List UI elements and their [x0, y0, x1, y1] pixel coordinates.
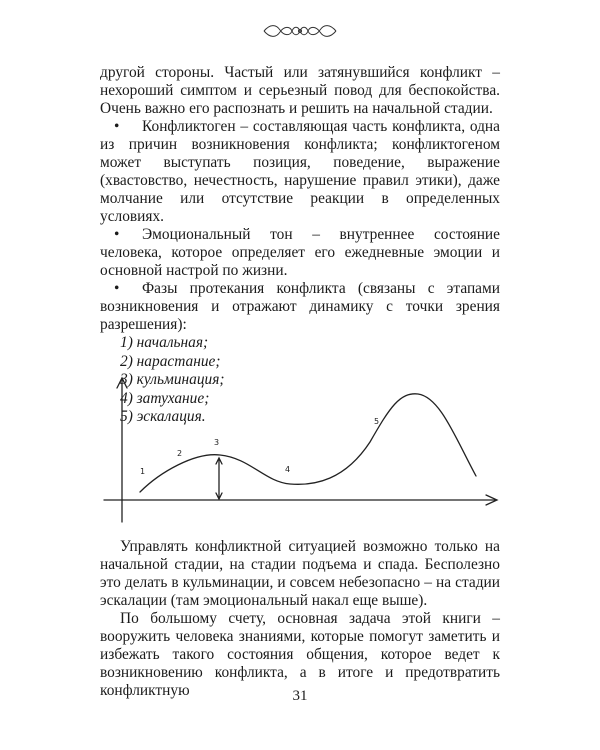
phase-item: 5) эскалация.	[120, 408, 206, 425]
phase-label: 1	[140, 467, 146, 476]
phase-label: 5	[374, 417, 380, 426]
bullet-item: • Конфликтоген – составляющая часть конфликта, одна из причин возникновения конфликта; конфликтогеном может выступать позиция, поведение, выражение (хвастовство, нечестность, нарушение правил этики), даже молчание или отсутствие реакции в определенных условиях.	[100, 118, 500, 226]
body-text-lower	[100, 538, 500, 700]
phase-item: 3) кульминация;	[120, 371, 225, 388]
bullet-item: • Фазы протекания конфликта (связаны с этапами возникновения и отражают динамику с точки зрения разрешения):	[100, 280, 500, 334]
phase-label: 4	[285, 465, 291, 474]
paragraph: По большому счету, основная задача этой книги – вооружить человека знаниями, которые помогут заметить и избежать такого состояния общения, которое ведет к возникновению конфликта, а в итоге и предотвратить конфликтную	[100, 610, 500, 699]
paragraph-continuation: другой стороны. Частый или затянувшийся конфликт – нехороший симптом и серьезный повод для беспокойства. Очень важно его распознать и решить на начальной стадии.	[100, 64, 500, 117]
phase-label: 3	[214, 438, 220, 447]
phase-item: 2) нарастание;	[120, 352, 221, 370]
phase-item: 1) начальная;	[120, 334, 209, 351]
page-number: 31	[292, 688, 308, 704]
conflict-phases-diagram	[100, 372, 500, 527]
phase-item: 4) затухание;	[120, 389, 210, 407]
phase-label: 2	[177, 449, 183, 458]
paragraph: Управлять конфликтной ситуацией возможно только на начальной стадии, на стадии подъема и спада. Бесполезно это делать в кульминации, и совсем небезопасно – на стадии эскалации (там эмоциональный накал еще выше).	[100, 538, 500, 609]
conflict-curve	[140, 394, 476, 492]
decorative-ornament	[262, 20, 338, 42]
bullet-item: • Эмоциональный тон – внутреннее состояние человека, которое определяет его ежедневные эмоции и основной настрой по жизни.	[100, 226, 500, 280]
